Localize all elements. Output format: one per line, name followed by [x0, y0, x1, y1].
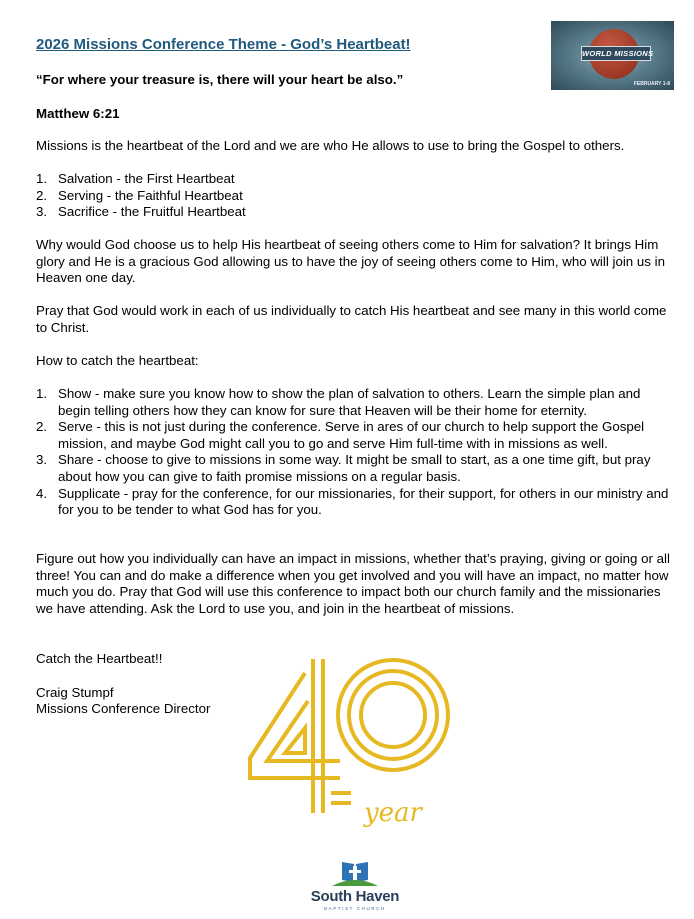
- list-item: [36, 386, 676, 419]
- list-text: Salvation - the First Heartbeat: [58, 171, 235, 186]
- list-item: [36, 419, 676, 452]
- signer-name: Craig Stumpf: [36, 685, 114, 700]
- church-subtitle: BAPTIST CHURCH: [324, 906, 386, 911]
- list-text: Share - choose to give to missions in some way. It might be small to start, as a one time gift, but pray about how you can give to faith promise missions on a regular basis.: [58, 452, 651, 484]
- closing-paragraph: Figure out how you individually can have an impact in missions, whether that’s praying, giving or going or all three! You can and do make a difference when you get involved and you will have an impact, no matter how much you do. Pray that God will use this conference to impact both our church family and the missionaries we have attending. Ask the Lord to use you, and join in the heartbeat of missions.: [36, 551, 670, 616]
- list-text: Serving - the Faithful Heartbeat: [58, 187, 243, 203]
- list-item: [36, 204, 676, 221]
- forty-year-anniversary-logo: [245, 653, 460, 833]
- list-number: 1.: [36, 171, 48, 186]
- list-text: Show - make sure you know how to show the plan of salvation to others. Learn the simple plan and begin telling others how they can know for sure that Heaven will be their home for eternity.: [58, 386, 641, 418]
- church-name: South Haven: [310, 888, 400, 905]
- list-item: [36, 171, 676, 188]
- list-item: [36, 486, 676, 519]
- list-item: [36, 452, 676, 485]
- year-script: year: [363, 798, 423, 828]
- list-number: 3.: [36, 204, 48, 220]
- list-text: Sacrifice - the Fruitful Heartbeat: [58, 204, 246, 220]
- list-item: [36, 188, 676, 205]
- world-missions-banner-image: [551, 21, 674, 90]
- list-text: Serve - this is not just during the conference. Serve in ares of our church to help support the Gospel mission, and maybe God might call you to go and serve Him full-time with in missions as well.: [58, 419, 645, 451]
- banner-label: WORLD MISSIONS: [581, 46, 651, 61]
- list-number: 2.: [36, 187, 48, 203]
- bible-cross-icon: [300, 858, 410, 888]
- list-text: Supplicate - pray for the conference, for our missionaries, for their support, for others in our ministry and for you to be tender to what God has for you.: [58, 485, 669, 518]
- scripture-reference: Matthew 6:21: [36, 106, 120, 121]
- sign-off: Catch the Heartbeat!!: [36, 651, 163, 666]
- why-paragraph: Why would God choose us to help His heartbeat of seeing others come to Him for salvation? It brings Him glory and He is a gracious God allowing us to have the joy of seeing others come to Him, who will join us in Heaven one day.: [36, 237, 665, 286]
- signer-title: Missions Conference Director: [36, 701, 211, 716]
- banner-date: FEBRUARY 1-8: [633, 81, 670, 87]
- list-number: 4.: [36, 485, 48, 501]
- how-heading: How to catch the heartbeat:: [36, 353, 199, 368]
- document-title: 2026 Missions Conference Theme - God’s Heartbeat!: [36, 36, 411, 53]
- intro-paragraph: Missions is the heartbeat of the Lord and we are who He allows to use to bring the Gospel to others.: [36, 138, 625, 153]
- pray-paragraph: Pray that God would work in each of us individually to catch His heartbeat and see many in this world come to Christ.: [36, 303, 667, 335]
- steps-list: [36, 386, 676, 519]
- heartbeats-list: [36, 171, 676, 221]
- list-number: 2.: [36, 419, 48, 435]
- list-number: 3.: [36, 452, 48, 468]
- south-haven-baptist-church-logo: [300, 858, 410, 916]
- scripture-quote: “For where your treasure is, there will your heart be also.”: [36, 72, 404, 87]
- list-number: 1.: [36, 386, 48, 401]
